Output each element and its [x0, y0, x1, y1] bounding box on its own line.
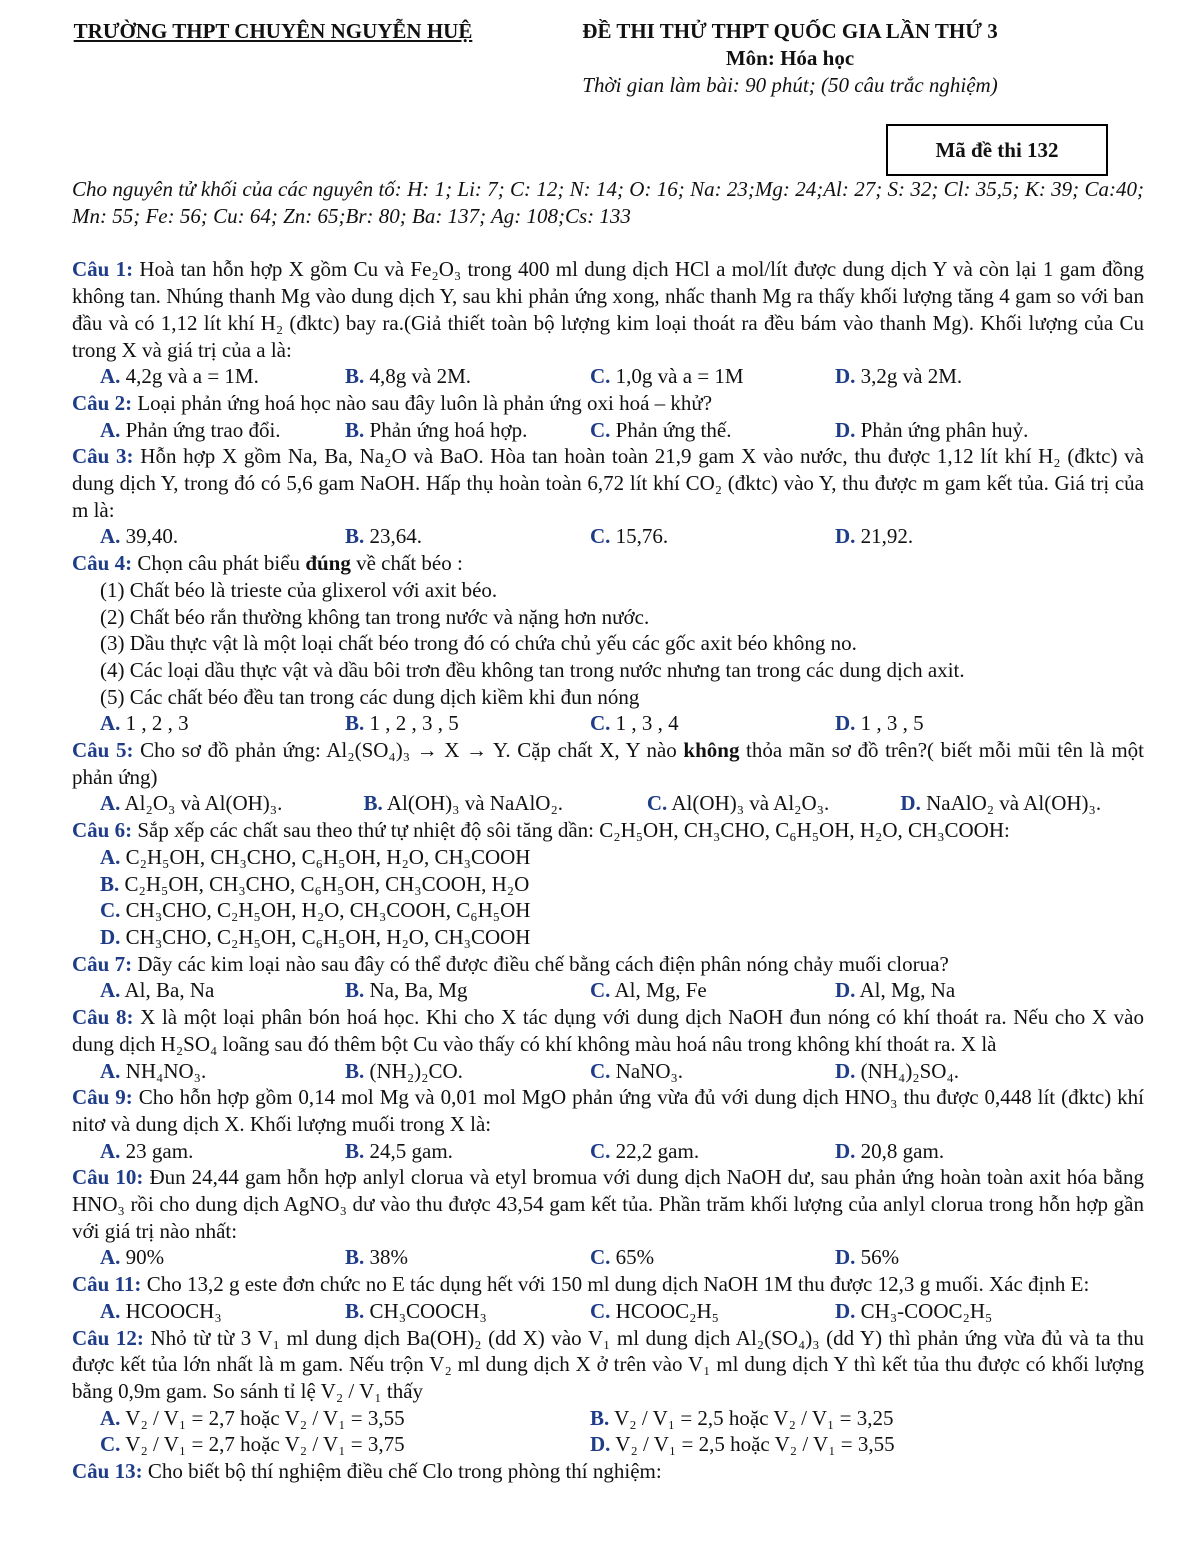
option-a: A. 1 , 2 , 3 [100, 711, 189, 736]
option-b: B. C₂H₅OH, CH₃CHO, C₆H₅OH, CH₃COOH, H₂O [100, 871, 530, 896]
options-q2 [72, 417, 1144, 444]
option-a: A. Phản ứng trao đổi. [100, 417, 281, 442]
statement-4: (4) Các loại dầu thực vật và dầu bôi trơn đều không tan trong nước nhưng tan trong các dung dịch axit. [100, 657, 965, 682]
option-b: B. Na, Ba, Mg [345, 978, 468, 1003]
option-d: D. 21,92. [835, 524, 914, 549]
option-a: A. Al₂O₃ và Al(OH)₃. [100, 791, 283, 816]
option-b: B. 24,5 gam. [345, 1138, 453, 1163]
option-b: B. CH₃COOCH₃ [345, 1298, 487, 1323]
option-d: D. CH₃CHO, C₂H₅OH, C₆H₅OH, H₂O, CH₃COOH [100, 924, 531, 949]
options-q12-row2 [72, 1431, 1144, 1458]
option-d: D. CH₃-COOC₂H₅ [835, 1298, 993, 1323]
option-a: A. 90% [100, 1245, 165, 1270]
option-c: C. Al(OH)₃ và Al₂O₃. [646, 791, 830, 816]
option-b: B. 23,64. [345, 524, 423, 549]
options-q3 [72, 523, 1144, 550]
exam-code: Mã đề thi 132 [886, 124, 1108, 176]
option-c: C. 15,76. [590, 524, 669, 549]
option-c: C. 22,2 gam. [590, 1138, 700, 1163]
question-7: Câu 7: Dãy các kim loại nào sau đây có thể được điều chế bằng cách điện phân nóng chảy muối clorua? [72, 951, 949, 976]
question-11: Câu 11: Cho 13,2 g este đơn chức no E tác dụng hết với 150 ml dung dịch NaOH 1M thu được 12,3 g muối. Xác định E: [72, 1272, 1090, 1297]
option-d: D. Phản ứng phân huỷ. [835, 417, 1029, 442]
option-c: C. 65% [590, 1245, 655, 1270]
question-2: Câu 2: Loại phản ứng hoá học nào sau đây luôn là phản ứng oxi hoá – khử? [72, 390, 713, 415]
statement-3: (3) Dầu thực vật là một loại chất béo trong đó có chứa chủ yếu các gốc axit béo không no. [100, 631, 857, 656]
question-8: Câu 8: X là một loại phân bón hoá học. Khi cho X tác dụng với dung dịch NaOH đun nóng có khí thoát ra. Nếu cho X vào dung dịch H₂SO₄ loãng sau đó thêm bột Cu vào thấy có khí không màu hoá nâu trong không khí thoát ra. X là [72, 1005, 1144, 1056]
statement-2: (2) Chất béo rắn thường không tan trong nước và nặng hơn nước. [100, 604, 650, 629]
option-a: A. 23 gam. [100, 1138, 194, 1163]
question-6: Câu 6: Sắp xếp các chất sau theo thứ tự nhiệt độ sôi tăng dần: C₂H₅OH, CH₃CHO, C₆H₅OH, H₂O, CH₃COOH: [72, 818, 1010, 843]
question-5: Câu 5: Cho sơ đồ phản ứng: Al₂(SO₄)₃ → X → Y. Cặp chất X, Y nào không thỏa mãn sơ đồ trên?( biết mỗi mũi tên là một phản ứng) [72, 738, 1145, 789]
option-c: C. NaNO₃. [590, 1058, 684, 1083]
question-1 [72, 256, 1144, 363]
options-q1 [72, 363, 1144, 390]
option-b: B. V₂ / V₁ = 2,5 hoặc V₂ / V₁ = 3,25 [590, 1405, 894, 1430]
option-c: C. HCOOC₂H₅ [590, 1298, 719, 1323]
question-text: Hoà tan hỗn hợp X gồm Cu và Fe₂O₃ trong 400 ml dung dịch HCl a mol/lít được dung dịch Y và còn lại 1 gam đồng không tan. Nhúng thanh Mg vào dung dịch Y, sau khi phản ứng xong, nhấc thanh Mg ra thấy khối lượng tăng 4 gam so với ban đầu và có 1,12 lít khí H₂ (đktc) bay ra.(Giả thiết toàn bộ lượng kim loại thoát ra đều bám vào thanh Mg). Khối lượng của Cu trong X và giá trị của a là: [72, 257, 1144, 362]
option-c: C. 1 , 3 , 4 [590, 711, 679, 736]
question-13: Câu 13: Cho biết bộ thí nghiệm điều chế Clo trong phòng thí nghiệm: [72, 1459, 662, 1484]
school-name: TRƯỜNG THPT CHUYÊN NGUYỄN HUỆ [73, 19, 473, 43]
options-q10 [72, 1244, 1144, 1271]
options-q11 [72, 1298, 1144, 1325]
option-b: B. Phản ứng hoá hợp. [345, 417, 528, 442]
options-q4 [72, 710, 1144, 737]
exam-time: Thời gian làm bài: 90 phút; (50 câu trắc nghiệm) [582, 73, 998, 97]
options-q7 [72, 977, 1144, 1004]
option-d: D. 56% [835, 1245, 900, 1270]
option-a: A. V₂ / V₁ = 2,7 hoặc V₂ / V₁ = 3,55 [100, 1405, 405, 1430]
option-a: A. C₂H₅OH, CH₃CHO, C₆H₅OH, H₂O, CH₃COOH [100, 844, 531, 869]
options-q8 [72, 1058, 1144, 1085]
question-label: Câu 1: [72, 257, 134, 282]
exam-header [520, 18, 1060, 99]
option-a: A. Al, Ba, Na [100, 978, 215, 1003]
option-a: A. 4,2g và a = 1M. [100, 364, 259, 389]
option-b: B. 4,8g và 2M. [345, 364, 472, 389]
question-9: Câu 9: Cho hỗn hợp gồm 0,14 mol Mg và 0,01 mol MgO phản ứng vừa đủ với dung dịch HNO₃ thu được 0,448 lít (đktc) khí nitơ và dung dịch X. Khối lượng muối trong X là: [72, 1085, 1144, 1136]
option-b: B. Al(OH)₃ và NaAlO₂. [363, 791, 564, 816]
option-b: B. 38% [345, 1245, 409, 1270]
option-d: D. V₂ / V₁ = 2,5 hoặc V₂ / V₁ = 3,55 [590, 1432, 895, 1457]
question-12: Câu 12: Nhỏ từ từ 3 V₁ ml dung dịch Ba(OH)₂ (dd X) vào V₁ ml dung dịch Al₂(SO₄)₃ (dd Y) thì phản ứng vừa đủ và ta thu được kết tủa lớn nhất là m gam. Nếu trộn V₂ ml dung dịch X ở trên vào V₁ ml dung dịch Y thì kết tủa thu được có khối lượng bằng 0,9m gam. So sánh tỉ lệ V₂ / V₁ thấy [72, 1325, 1145, 1403]
option-d: D. NaAlO₂ và Al(OH)₃. [900, 791, 1102, 816]
options-q5 [72, 790, 1144, 817]
option-c: C. Al, Mg, Fe [590, 978, 707, 1003]
question-3: Câu 3: Hỗn hợp X gồm Na, Ba, Na₂O và BaO. Hòa tan hoàn toàn 21,9 gam X vào nước, thu được 1,12 lít khí H₂ (đktc) và dung dịch Y, trong đó có 5,6 gam NaOH. Hấp thụ hoàn toàn 6,72 lít khí CO₂ (đktc) vào Y, thu được m gam kết tủa. Giá trị của m là: [72, 444, 1145, 522]
atomic-mass-note: Cho nguyên tử khối của các nguyên tố: H: 1; Li: 7; C: 12; N: 14; O: 16; Na: 23;Mg: 24;Al: 27; S: 32; Cl: 35,5; K: 39; Ca:40; Mn: 55; Fe: 56; Cu: 64; Zn: 65;Br: 80; Ba: 137; Ag: 108;Cs: 133 [72, 177, 1144, 228]
statement-1: (1) Chất béo là trieste của glixerol với axit béo. [100, 577, 498, 602]
statement-5: (5) Các chất béo đều tan trong các dung dịch kiềm khi đun nóng [100, 684, 640, 709]
question-4: Câu 4: Chọn câu phát biểu đúng về chất béo : [72, 551, 463, 576]
options-q9 [72, 1138, 1144, 1165]
option-c: C. Phản ứng thế. [590, 417, 732, 442]
exam-content [72, 176, 1144, 1485]
option-c: C. CH₃CHO, C₂H₅OH, H₂O, CH₃COOH, C₆H₅OH [100, 898, 531, 923]
option-d: D. (NH₄)₂SO₄. [835, 1058, 960, 1083]
option-d: D. 3,2g và 2M. [835, 364, 963, 389]
exam-title: ĐỀ THI THỬ THPT QUỐC GIA LẦN THỨ 3 [582, 19, 998, 43]
option-a: A. 39,40. [100, 524, 179, 549]
option-c: C. 1,0g và a = 1M [590, 364, 744, 389]
option-d: D. Al, Mg, Na [835, 978, 956, 1003]
option-c: C. V₂ / V₁ = 2,7 hoặc V₂ / V₁ = 3,75 [100, 1432, 405, 1457]
option-d: D. 1 , 3 , 5 [835, 711, 924, 736]
option-b: B. 1 , 2 , 3 , 5 [345, 711, 459, 736]
subject: Môn: Hóa học [725, 46, 855, 70]
question-10: Câu 10: Đun 24,44 gam hỗn hợp anlyl clorua và etyl bromua với dung dịch NaOH dư, sau phản ứng hoàn toàn axit hóa bằng HNO₃ rồi cho dung dịch AgNO₃ dư vào thu được 43,54 gam kết tủa. Phần trăm khối lượng của anlyl clorua trong hỗn hợp gần với giá trị nào nhất: [72, 1165, 1144, 1243]
option-d: D. 20,8 gam. [835, 1138, 945, 1163]
options-q12-row1 [72, 1405, 1144, 1432]
option-b: B. (NH₂)₂CO. [345, 1058, 463, 1083]
option-a: A. NH₄NO₃. [100, 1058, 207, 1083]
option-a: A. HCOOCH₃ [100, 1298, 222, 1323]
